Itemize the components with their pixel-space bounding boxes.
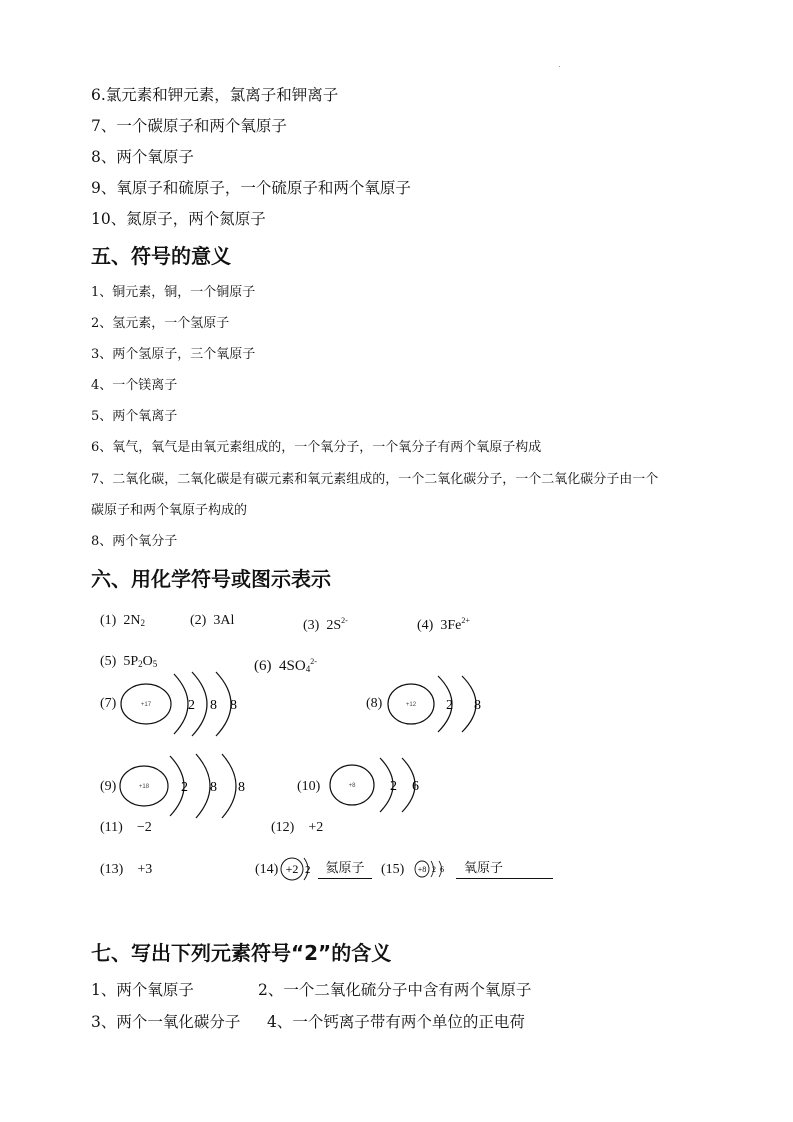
q7-label: (7) — [100, 696, 117, 711]
q2-answer — [190, 612, 234, 630]
q9-atom-diagram — [118, 750, 258, 822]
q5-symbol-b: O — [142, 654, 153, 669]
answer-line-5-7: 7、二氧化碳，二氧化碳是有碳元素和氧元素组成的，一个二氧化碳分子，一个二氧化碳分子由一个 — [91, 472, 659, 487]
q6-symbol: 4SO — [279, 658, 306, 674]
answer-line-7-2: 2、一个二氧化硫分子中含有两个氧原子 — [258, 981, 532, 999]
q14-shell: 2 — [305, 864, 311, 876]
q11-answer — [100, 819, 152, 837]
q15-shell-1: 2 — [432, 865, 436, 874]
q15-answer: 氧原子 — [456, 860, 553, 879]
q1-symbol: 2N — [123, 613, 141, 628]
q5-label: (5) — [100, 654, 117, 669]
shell-arc-3 — [222, 754, 236, 818]
q1-answer — [100, 612, 145, 632]
q13-label: (13) — [100, 862, 124, 877]
q5-subscript-1: 2 — [138, 659, 143, 669]
answer-line-4-10: 10、氮原子，两个氮原子 — [91, 210, 266, 228]
q13-answer — [100, 861, 152, 879]
q3-answer — [303, 612, 348, 635]
q8-atom-diagram — [388, 672, 498, 738]
section-5-title: 五、符号的意义 — [91, 244, 231, 268]
answer-line-5-4: 4、一个镁离子 — [91, 378, 178, 393]
q2-symbol: 3Al — [213, 613, 235, 628]
q14-answer: 氦原子 — [318, 860, 372, 879]
q11-value: −2 — [136, 820, 152, 835]
scan-speck — [559, 66, 560, 67]
q3-symbol: 2S — [326, 618, 342, 633]
q6-subscript: 4 — [305, 664, 311, 674]
q14-label: (14) — [255, 862, 279, 877]
q9-label: (9) — [100, 779, 117, 794]
q10-atom-diagram — [330, 754, 440, 820]
q7-shell-3: 8 — [230, 698, 237, 713]
answer-line-4-6: 6.氯元素和钾元素，氯离子和钾离子 — [91, 86, 339, 104]
q9-shell-1: 2 — [181, 780, 188, 795]
q6-answer — [254, 653, 317, 678]
section-6-title: 六、用化学符号或图示表示 — [91, 567, 331, 591]
q14-nucleus: +2 — [285, 862, 299, 876]
shell-arc-1 — [174, 674, 188, 734]
answer-line-4-9: 9、氧原子和硫原子，一个硫原子和两个氧原子 — [91, 179, 411, 197]
answer-line-5-6: 6、氧气，氧气是由氧元素组成的，一个氧分子，一个氧分子有两个氧原子构成 — [91, 440, 542, 455]
q9-nucleus: +18 — [138, 784, 150, 790]
q15-shell-2: 6 — [440, 865, 444, 874]
q4-symbol: 3Fe — [440, 618, 462, 633]
answer-line-5-7-cont: 碳原子和两个氧原子构成的 — [91, 503, 248, 518]
answer-line-5-8: 8、两个氧分子 — [91, 534, 178, 549]
q7-shell-2: 8 — [210, 698, 217, 713]
shell-arc-2 — [196, 754, 210, 818]
answer-line-4-7: 7、一个碳原子和两个氧原子 — [91, 117, 287, 135]
answer-line-5-1: 1、铜元素，铜，一个铜原子 — [91, 285, 256, 300]
q3-label: (3) — [303, 618, 320, 633]
q3-superscript: 2- — [341, 616, 348, 625]
answer-line-7-3: 3、两个一氧化碳分子 — [91, 1013, 241, 1031]
q2-label: (2) — [190, 613, 207, 628]
q15-label: (15) — [381, 862, 405, 877]
q5-symbol-a: 5P — [123, 654, 139, 669]
q8-label: (8) — [366, 696, 383, 711]
q9-shell-2: 8 — [210, 780, 217, 795]
q8-shell-1: 2 — [446, 698, 453, 713]
q8-nucleus: +12 — [405, 702, 417, 708]
q10-nucleus: +8 — [348, 783, 356, 789]
q6-label: (6) — [254, 658, 272, 674]
q15-atom-diagram — [414, 857, 454, 881]
q4-label: (4) — [417, 618, 434, 633]
q7-nucleus: +17 — [140, 702, 152, 708]
q4-answer — [417, 612, 470, 635]
q7-atom-diagram — [118, 668, 258, 740]
answer-line-5-3: 3、两个氢原子，三个氧原子 — [91, 347, 256, 362]
section-7-title: 七、写出下列元素符号“2”的含义 — [91, 941, 392, 965]
q10-label: (10) — [297, 779, 321, 794]
answer-line-7-4: 4、一个钙离子带有两个单位的正电荷 — [267, 1013, 525, 1031]
q13-value: +3 — [137, 862, 153, 877]
q11-label: (11) — [100, 820, 123, 835]
q7-shell-1: 2 — [188, 698, 195, 713]
q14-atom-diagram — [280, 854, 316, 884]
shell-arc-3 — [216, 672, 231, 736]
answer-line-5-2: 2、氢元素，一个氢原子 — [91, 316, 230, 331]
q6-superscript: 2- — [310, 657, 317, 666]
q1-subscript: 2 — [140, 618, 145, 628]
q5-subscript-2: 5 — [152, 659, 158, 669]
q8-shell-2: 8 — [474, 698, 481, 713]
q10-shell-2: 6 — [412, 779, 419, 794]
q12-value: +2 — [308, 820, 324, 835]
answer-line-4-8: 8、两个氧原子 — [91, 148, 194, 166]
answer-line-5-5: 5、两个氧离子 — [91, 409, 178, 424]
q10-shell-1: 2 — [390, 779, 397, 794]
q9-shell-3: 8 — [238, 780, 245, 795]
q4-superscript: 2+ — [461, 616, 470, 625]
q1-label: (1) — [100, 613, 117, 628]
q15-nucleus: +8 — [417, 865, 427, 874]
q12-answer — [271, 819, 323, 837]
q12-label: (12) — [271, 820, 295, 835]
answer-line-7-1: 1、两个氧原子 — [91, 981, 194, 999]
